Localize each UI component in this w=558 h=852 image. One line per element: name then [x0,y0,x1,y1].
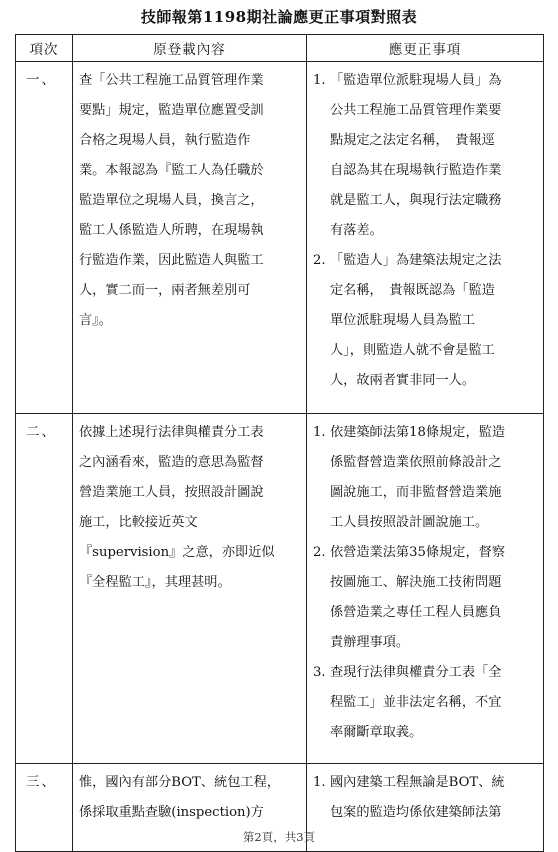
original-line: 『全程監工』，其理甚明。 [79,575,231,590]
correction-line: 公共工程施工品質管理作業要 [330,103,502,118]
original-line: 營造業施工人員，按照設計圖說 [79,485,264,500]
correction-item [313,658,537,748]
correction-line: 工人員按照設計圖說施工。 [330,515,489,530]
original-line: 要點」規定，監造單位應置受訓 [79,103,264,118]
correction-line: 依建築師法第18條規定，監造 [330,425,506,440]
correction-cell [307,414,544,764]
table-row [16,414,544,764]
original-line: 合格之現場人員，執行監造作 [79,133,251,148]
correction-line: 點規定之法定名稱， 貴報逕 [330,133,495,148]
original-content-cell [73,414,307,764]
correction-marker: 3. [313,665,326,680]
correction-line: 按圖施工、解決施工技術問題 [330,575,502,590]
table-body [16,62,544,852]
original-line: 行監造作業，因此監造人與監工 [79,253,264,268]
correction-line: 人，故兩者實非同一人。 [330,373,476,388]
correction-marker: 2. [313,545,326,560]
correction-line: 就是監工人，與現行法定職務 [330,193,502,208]
original-content-cell [73,62,307,414]
correction-line: 責辦理事項。 [330,635,410,650]
correction-table [15,34,544,852]
correction-line: 係營造業之專任工程人員應負 [330,605,502,620]
original-line: 查「公共工程施工品質管理作業 [79,73,264,88]
correction-item [313,418,537,538]
document-title: 技師報第1198期社論應更正事項對照表 [140,8,418,26]
original-line: 人，實二而一，兩者無差別可 [79,283,251,298]
correction-marker: 2. [313,253,326,268]
correction-line: 係監督營造業依照前條設計之 [330,455,502,470]
correction-line: 有落差。 [330,223,383,238]
correction-item [313,66,537,246]
item-number: 二、 [16,414,73,764]
correction-line: 定名稱， 貴報既認為「監造 [330,283,495,298]
original-line: 『supervision』之意，亦即近似 [79,545,275,560]
correction-line: 率爾斷章取義。 [330,725,423,740]
original-line: 施工，比較接近英文 [79,515,198,530]
original-line: 言』。 [79,313,112,328]
table-header-row [16,35,544,62]
item-number: 一、 [16,62,73,414]
correction-line: 依營造業法第35條規定，督察 [330,545,506,560]
original-line: 監工人係監造人所聘，在現場執 [79,223,264,238]
correction-line: 「監造人」為建築法規定之法 [330,253,502,268]
correction-line: 人」，則監造人就不會是監工 [330,343,495,358]
header-item: 項次 [16,35,73,62]
correction-line: 國內建築工程無論是BOT、統 [330,775,505,790]
original-line: 業。本報認為『監工人為任職於 [79,163,264,178]
correction-item [313,538,537,658]
correction-line: 單位派駐現場人員為監工 [330,313,476,328]
correction-line: 程監工」並非法定名稱，不宜 [330,695,502,710]
correction-line: 圖說施工，而非監督營造業施 [330,485,502,500]
original-line: 係採取重點查驗(inspection)方 [79,805,264,820]
correction-item [313,246,537,396]
original-line: 之內涵看來，監造的意思為監督 [79,455,264,470]
correction-line: 自認為其在現場執行監造作業 [330,163,502,178]
correction-marker: 1. [313,73,326,88]
original-line: 依據上述現行法律與權責分工表 [79,425,264,440]
correction-marker: 1. [313,775,326,790]
correction-line: 「監造單位派駐現場人員」為 [330,73,502,88]
correction-item [313,768,537,828]
header-correction: 應更正事項 [307,35,544,62]
item-number: 三、 [16,764,73,852]
correction-marker: 1. [313,425,326,440]
correction-line: 查現行法律與權責分工表「全 [330,665,502,680]
correction-line: 包案的監造均係依建築師法第 [330,805,502,820]
header-original: 原登載內容 [73,35,307,62]
original-line: 監造單位之現場人員，換言之， [79,193,264,208]
correction-cell [307,62,544,414]
original-line: 惟，國內有部分BOT、統包工程， [79,775,280,790]
page-footer: 第2頁，共3頁 [242,830,316,844]
table-row [16,62,544,414]
